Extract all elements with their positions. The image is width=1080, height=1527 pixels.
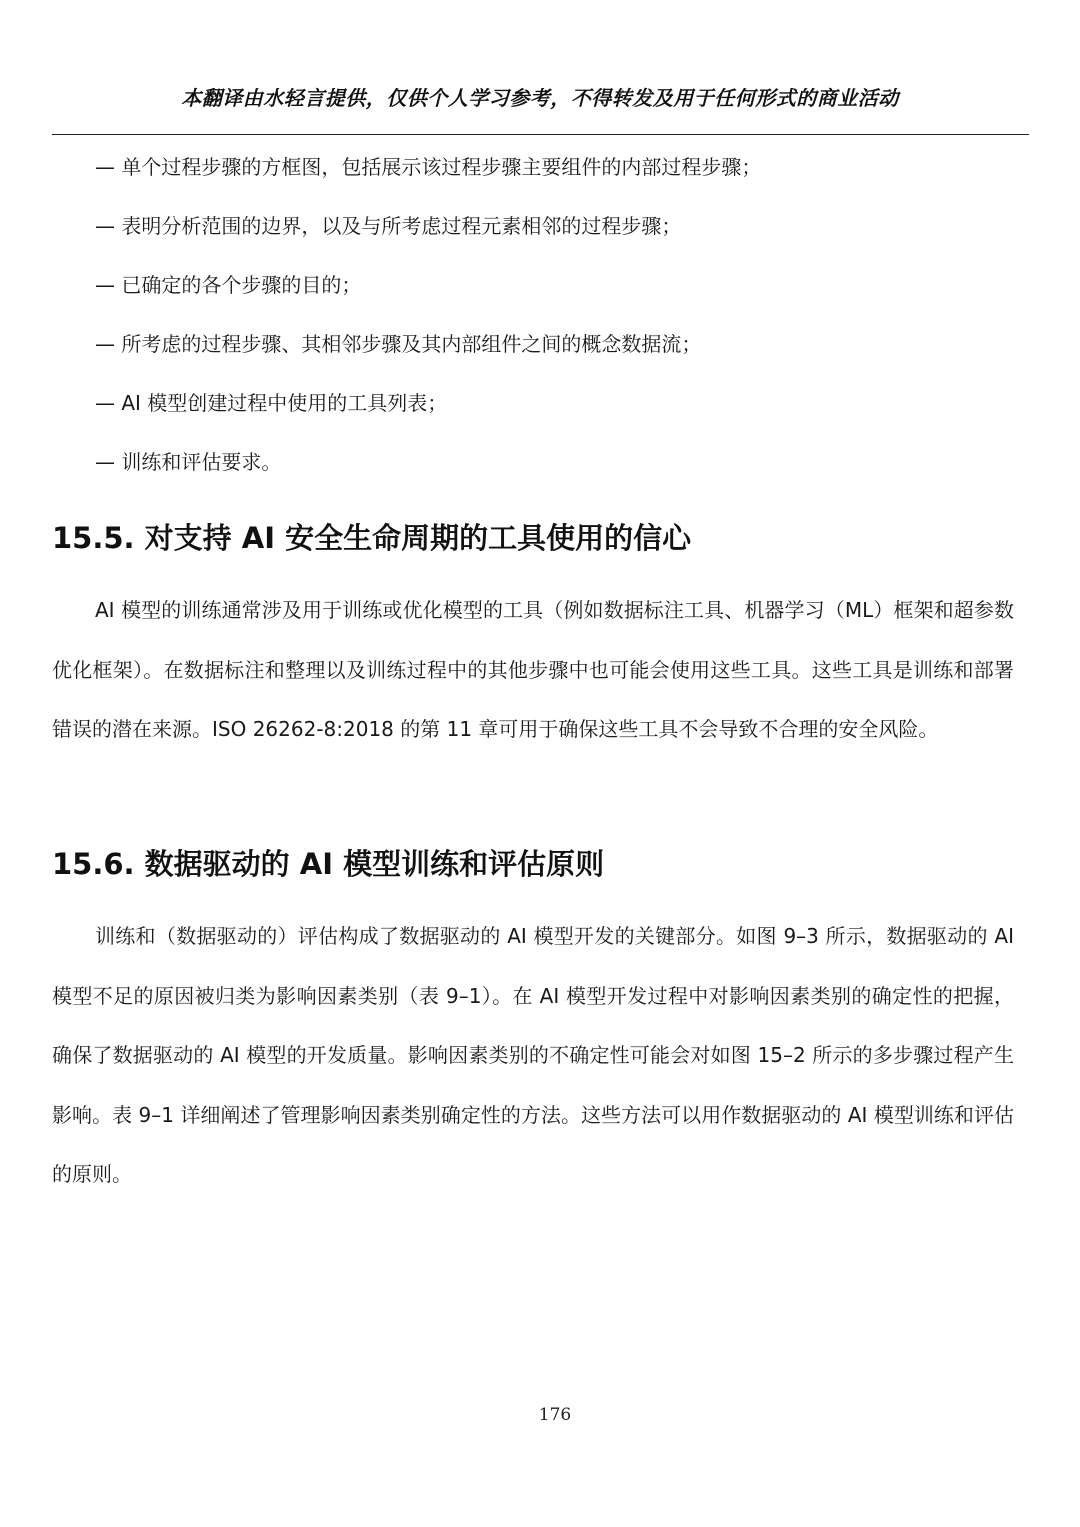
list-item: — 所考虑的过程步骤、其相邻步骤及其内部组件之间的概念数据流； bbox=[95, 332, 702, 356]
list-item: — AI 模型创建过程中使用的工具列表； bbox=[95, 391, 448, 415]
section-heading-15-5: 15.5. 对支持 AI 安全生命周期的工具使用的信心 bbox=[52, 521, 692, 555]
header-divider bbox=[52, 134, 1029, 135]
list-item: — 单个过程步骤的方框图，包括展示该过程步骤主要组件的内部过程步骤； bbox=[95, 155, 762, 179]
section-heading-15-6: 15.6. 数据驱动的 AI 模型训练和评估原则 bbox=[52, 847, 605, 881]
list-item: — 已确定的各个步骤的目的； bbox=[95, 273, 362, 297]
page-header: 本翻译由水轻言提供，仅供个人学习参考，不得转发及用于任何形式的商业活动 bbox=[181, 86, 899, 110]
list-item: — 训练和评估要求。 bbox=[95, 450, 282, 474]
section-paragraph-15-6: 训练和（数据驱动的）评估构成了数据驱动的 AI 模型开发的关键部分。如图 9–3 所示，数据驱动的 AI 模型不足的原因被归类为影响因素类别（表 9–1）。在 AI 模型开发过程中对影响因素类别的确定性的把握，确保了数据驱动的 AI 模型的开发质量。影响因素类别的不确定性可能会对如图 15–2 所示的多步骤过程产生影响。表 9–1 详细阐述了管理影响因素类别确定性的方法。这些方法可以用作数据驱动的 AI 模型训练和评估的原则。 bbox=[52, 924, 1014, 1186]
page-number: 176 bbox=[538, 1405, 572, 1425]
list-item: — 表明分析范围的边界，以及与所考虑过程元素相邻的过程步骤； bbox=[95, 214, 682, 238]
section-paragraph-15-5: AI 模型的训练通常涉及用于训练或优化模型的工具（例如数据标注工具、机器学习（ML）框架和超参数优化框架）。在数据标注和整理以及训练过程中的其他步骤中也可能会使用这些工具。这些工具是训练和部署错误的潜在来源。ISO 26262-8:2018 的第 11 章可用于确保这些工具不会导致不合理的安全风险。 bbox=[52, 598, 1014, 741]
requirements-list bbox=[95, 150, 1035, 504]
